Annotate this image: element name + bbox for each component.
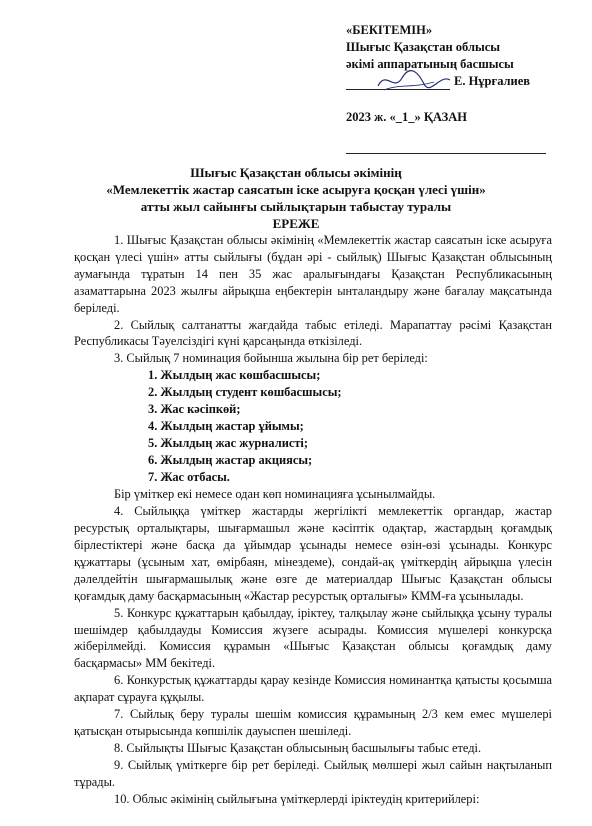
paragraph-8: 8. Сыйлықты Шығыс Қазақстан облысының басшылығы табыс етеді. [114, 740, 482, 755]
title-line-4: ЕРЕЖЕ [272, 216, 320, 231]
paragraph-3b: Бір үміткер екі немесе одан көп номинацияға ұсынылмайды. [114, 487, 436, 502]
paragraph-10: 10. Облыс әкімінің сыйлығына үміткерлерді іріктеудің критерийлері: [114, 791, 480, 806]
paragraph-5: 5. Конкурс құжаттарын қабылдау, іріктеу, талқылау және сыйлыққа ұсыну туралы шешімдер қабылдауды Комиссия жүзеге асырады. Комиссия мүшелері конкурсқа жіберілмейді. Комиссия құрамын «Шығыс Қазақстан облысы қоғамдық даму басқармасы» ММ бекітеді. [74, 605, 552, 671]
nomination-item: 1. Жылдың жас көшбасшысы; [148, 368, 321, 383]
approval-date: 2023 ж. «_1_» ҚАЗАН [346, 110, 467, 124]
paragraph-3: 3. Сыйлық 7 номинация бойынша жылына бір рет беріледі: [114, 351, 428, 366]
title-line-1: Шығыс Қазақстан облысы әкімінің [190, 165, 402, 180]
nomination-item: 3. Жас кәсіпкөй; [148, 402, 241, 417]
paragraph-4: 4. Сыйлыққа үміткер жастарды жергілікті мемлекеттік органдар, жастар ресурстық орталықтары, шығармашыл және кәсіптік одақтар, жастардың қоғамдық бірлестіктері және басқа да ұйымдар ұсынады немесе өзін-өзі ұсынады. Конкурс құжаттары (ұсыным хат, өмірбаян, мінездеме), сондай-ақ үміткердің айрықша үлесін дәлелдейтін шығармашылық және өзге де материалдар Шығыс Қазақстан облысы қоғамдық даму басқармасының «Жастар ресурстық орталығы» КММ-ға ұсынылады. [74, 504, 552, 603]
nomination-item: 4. Жылдың жастар ұйымы; [148, 419, 304, 434]
paragraph-6: 6. Конкурстық құжаттарды қарау кезінде Комиссия номинантқа қатысты қосымша ақпарат сұрауға құқылы. [74, 673, 552, 705]
document-title [0, 164, 592, 232]
signer-name: Е. Нұрғалиев [454, 74, 531, 88]
nomination-item: 6. Жылдың жастар акциясы; [148, 453, 313, 468]
paragraph-2: 2. Сыйлық салтанатты жағдайда табыс етіледі. Марапаттау рәсімі Қазақстан Республикасы Тәуелсіздігі күні қарсаңында өткізіледі. [74, 317, 552, 349]
approval-line-2: әкімі аппаратының басшысы [346, 57, 514, 71]
nomination-item: 5. Жылдың жас журналисті; [148, 436, 308, 451]
title-line-2: «Мемлекеттік жастар саясатын іске асыруға қосқан үлесі үшін» [106, 182, 486, 197]
nomination-item: 7. Жас отбасы. [148, 470, 230, 485]
paragraph-7: 7. Сыйлық беру туралы шешім комиссия құрамының 2/3 кем емес мүшелері қатысқан отырысында көпшілік дауыспен шешіледі. [74, 707, 552, 738]
approval-block [346, 22, 566, 126]
document-body [74, 232, 552, 807]
nomination-item: 2. Жылдың студент көшбасшысы; [148, 385, 342, 400]
paragraph-1: 1. Шығыс Қазақстан облысы әкімінің «Мемлекеттік жастар саясатын іске асыруға қосқан үлесі үшін» атты сыйлығы (бұдан әрі - сыйлық) Шығыс Қазақстан облысының аумағында тұратын 14 пен 35 жас аралығындағы Қазақстан Республикасының азаматтарына 2023 жылғы айрықша еңбектерін ынталандыру және бағалау мақсатында беріледі. [74, 233, 552, 315]
nominations-list [74, 367, 552, 486]
title-line-3: атты жыл сайынғы сыйлықтарын табыстау туралы [140, 199, 452, 214]
handwritten-signature [374, 66, 454, 94]
approval-line-1: Шығыс Қазақстан облысы [346, 40, 501, 54]
approval-underline [346, 153, 546, 154]
paragraph-9: 9. Сыйлық үміткерге бір рет беріледі. Сыйлық мөлшері жыл сайын нақтыланып тұрады. [74, 757, 552, 789]
approval-heading: «БЕКІТЕМІН» [346, 23, 433, 37]
